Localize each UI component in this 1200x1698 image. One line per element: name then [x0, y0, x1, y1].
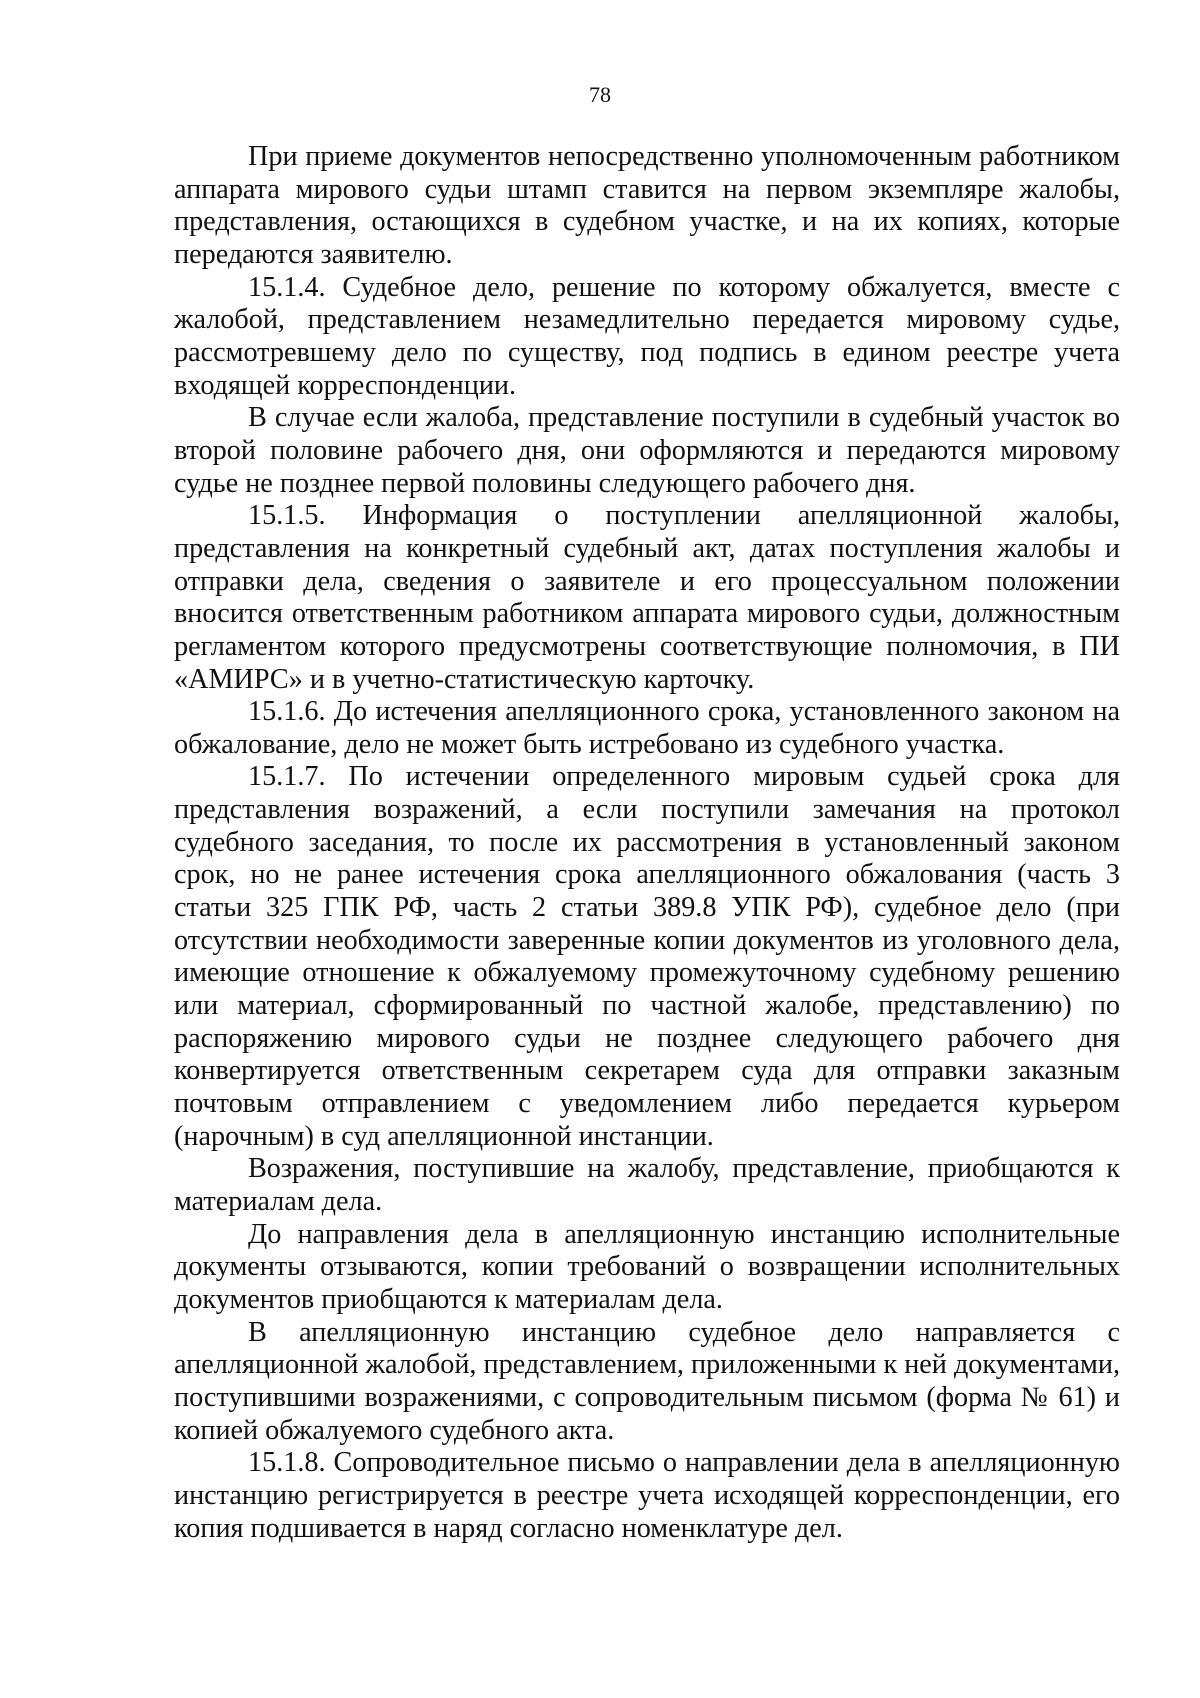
paragraph-15-1-7: 15.1.7. По истечении определенного мировым судьей срока для представления возражений, а если поступили замечания на протокол судебного заседания, то после их рассмотрения в установленный законом срок, но не ранее истечения срока апелляционного обжалования (часть 3 статьи 325 ГПК РФ, часть 2 статьи 389.8 УПК РФ), судебное дело (при отсутствии необходимости заверенные копии документов из уголовного дела, имеющие отношение к обжалуемому промежуточному судебному решению или материал, сформированный по частной жалобе, представлению) по распоряжению мирового судьи не позднее следующего рабочего дня конвертируется ответственным секретарем суда для отправки заказным почтовым отправлением с уведомлением либо передается курьером (нарочным) в суд апелляционной инстанции. — [174, 761, 1120, 1152]
paragraph-recall-writs: До направления дела в апелляционную инстанцию исполнительные документы отзываются, копии требований о возвращении исполнительных документов приобщаются к материалам дела. — [174, 1218, 1120, 1315]
paragraph-objections: Возражения, поступившие на жалобу, представление, приобщаются к материалам дела. — [174, 1153, 1120, 1217]
paragraph-second-half-of-day: В случае если жалоба, представление поступили в судебный участок во второй половине рабочего дня, они оформляются и передаются мировому судье не позднее первой половины следующего рабочего дня. — [174, 402, 1120, 499]
paragraph-case-dispatch: В апелляционную инстанцию судебное дело направляется с апелляционной жалобой, представлением, приложенными к ней документами, поступившими возражениями, с сопроводительным письмом (форма № 61) и копией обжалуемого судебного акта. — [174, 1316, 1120, 1446]
page-number: 78 — [589, 82, 611, 107]
paragraph-15-1-5: 15.1.5. Информация о поступлении апелляционной жалобы, представления на конкретный судебный акт, датах поступления жалобы и отправки дела, сведения о заявителе и его процессуальном положении вносится ответственным работником аппарата мирового судьи, должностным регламентом которого предусмотрены соответствующие полномочия, в ПИ «АМИРС» и в учетно-статистическую карточку. — [174, 500, 1120, 695]
paragraph-15-1-6: 15.1.6. До истечения апелляционного срока, установленного законом на обжалование, дело не может быть истребовано из судебного участка. — [174, 696, 1120, 760]
document-body — [174, 141, 1120, 1545]
paragraph-15-1-8: 15.1.8. Сопроводительное письмо о направлении дела в апелляционную инстанцию регистрируется в реестре учета исходящей корреспонденции, его копия подшивается в наряд согласно номенклатуре дел. — [174, 1447, 1120, 1544]
paragraph-15-1-4: 15.1.4. Судебное дело, решение по которому обжалуется, вместе с жалобой, представлением незамедлительно передается мировому судье, рассмотревшему дело по существу, под подпись в едином реестре учета входящей корреспонденции. — [174, 271, 1120, 401]
paragraph-stamp-on-receipt: При приеме документов непосредственно уполномоченным работником аппарата мирового судьи штамп ставится на первом экземпляре жалобы, представления, остающихся в судебном участке, и на их копиях, которые передаются заявителю. — [174, 141, 1120, 270]
